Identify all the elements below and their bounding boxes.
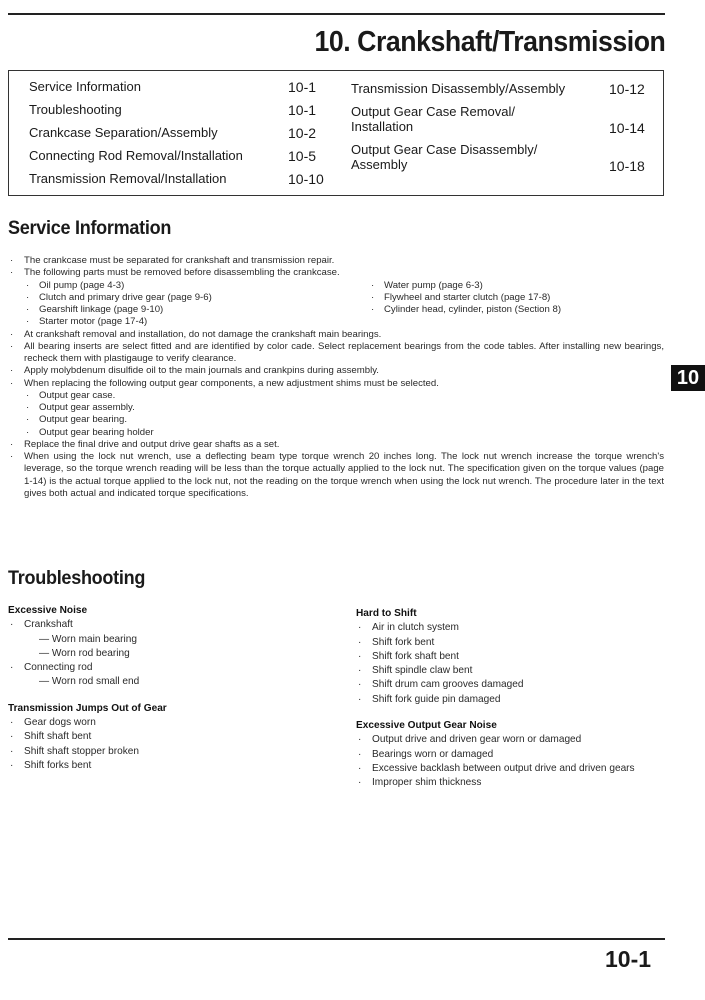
list-item: · Gear dogs worn [10,717,96,729]
list-item: · All bearing inserts are select fitted and are identified by color cade. Select replacement bearings from the code tables. After installing new bearings, recheck them with plastigauge to verify clearance. [10,340,664,364]
toc-item-page: 10-10 [288,171,324,187]
list-item: · Output gear case. [26,389,116,401]
list-item: · Water pump (page 6-3) [371,279,483,291]
list-item: — Worn rod small end [39,676,140,688]
list-item: · Bearings worn or damaged [358,748,494,760]
section-subheading: Excessive Output Gear Noise [356,720,497,732]
bottom-rule [8,938,665,940]
list-item: · Air in clutch system [358,622,459,634]
toc-item-page: 10-1 [288,102,317,118]
troubleshooting-right-column [356,607,664,791]
page-title: 10. Crankshaft/Transmission [314,26,665,58]
list-item: · Output gear bearing holder [26,426,154,438]
toc-item-page: 10-14 [609,120,645,136]
toc-item-label[interactable]: Transmission Disassembly/Assembly [351,81,566,96]
list-item: · Excessive backlash between output drive and driven gears [358,762,635,774]
list-item: · Output gear assembly. [26,402,135,413]
list-item: · Cylinder head, cylinder, piston (Section 8) [371,304,562,315]
list-item: · Crankshaft [10,619,73,631]
toc-item-label[interactable]: Connecting Rod Removal/Installation [29,148,243,163]
list-item: · Flywheel and starter clutch (page 17-8) [371,291,551,303]
list-item: · Output gear bearing. [26,414,128,426]
section-tab: 10 [671,365,705,391]
toc-item-page: 10-12 [609,81,645,97]
toc-item-page: 10-18 [609,158,645,174]
list-item: · The following parts must be removed before disassembling the crankcase. [10,267,340,279]
page-number: 10-1 [605,946,652,972]
list-item: · Shift fork guide pin damaged [358,693,501,705]
toc-item-label[interactable]: Output Gear Case Disassembly/ Assembly [351,142,538,172]
list-item: · When replacing the following output gear components, a new adjustment shims must be selected. [10,377,439,389]
list-item: — Worn rod bearing [39,647,130,659]
toc-item-label[interactable]: Crankcase Separation/Assembly [29,125,218,140]
list-item: · Improper shim thickness [358,777,482,789]
list-item: · Shift fork bent [358,636,435,648]
section-subheading: Transmission Jumps Out of Gear [8,702,167,714]
list-item: · Shift shaft stopper broken [10,745,140,757]
list-item: · Shift shaft bent [10,731,92,743]
list-item: · Shift spindle claw bent [358,665,473,677]
list-item: · Shift fork shaft bent [358,650,459,662]
toc-item-label[interactable]: Output Gear Case Removal/ Installation [351,104,516,134]
parts-list [8,280,664,329]
toc-item-page: 10-2 [288,125,317,141]
section-subheading: Hard to Shift [356,608,417,619]
list-item: · Shift forks bent [10,759,92,771]
section-subheading: Excessive Noise [8,605,88,616]
list-item: — Worn main bearing [39,633,137,645]
list-item: · Clutch and primary drive gear (page 9-6) [26,291,212,303]
toc-item-label[interactable]: Transmission Removal/Installation [29,171,227,186]
list-item: · Gearshift linkage (page 9-10) [26,304,164,315]
list-item: · Oil pump (page 4-3) [26,279,125,291]
service-information-body [8,255,664,500]
list-item: · Replace the final drive and output drive gear shafts as a set. [10,438,280,450]
list-item: · Connecting rod [10,662,93,674]
service-information-heading: Service Information [8,218,172,239]
top-rule [8,13,665,15]
toc-item-page: 10-1 [288,79,317,95]
troubleshooting-heading: Troubleshooting [8,568,146,589]
list-item: · Shift drum cam grooves damaged [358,679,524,691]
list-item: · Apply molybdenum disulfide oil to the main journals and crankpins during assembly. [10,365,379,377]
troubleshooting-left-column [8,604,338,773]
list-item: · Starter motor (page 17-4) [26,316,148,328]
table-of-contents [8,70,664,196]
toc-item-label[interactable]: Troubleshooting [29,102,122,117]
list-item: · The crankcase must be separated for crankshaft and transmission repair. [10,255,335,266]
toc-item-page: 10-5 [288,148,317,164]
list-item: · At crankshaft removal and installation, do not damage the crankshaft main bearings. [10,328,382,340]
list-item: · When using the lock nut wrench, use a deflecting beam type torque wrench 20 inches long. The lock nut wrench increase the torque wrench's leverage, so the torque wrench reading will be less than the torque actually applied to the lock nut. The specification given on the torque values (page 1-14) is the actual torque applied to the lock nut, not the reading on the torque wrench when using the lock nut wrench. The procedure later in the text gives both actual and indicated torque specifications. [10,451,664,499]
toc-item-label[interactable]: Service Information [29,79,141,94]
list-item: · Output drive and driven gear worn or damaged [358,734,582,746]
